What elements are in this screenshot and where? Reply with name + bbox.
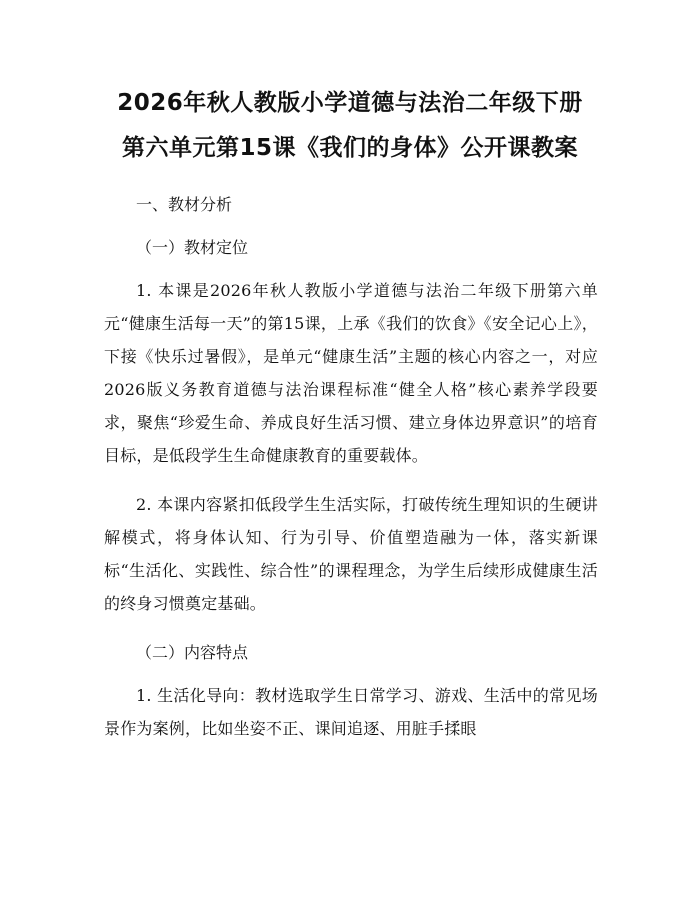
section-heading-1: 一、教材分析 (136, 195, 233, 214)
document-body (104, 188, 598, 745)
paragraph-2: 2. 本课内容紧扣低段学生生活实际，打破传统生理知识的生硬讲解模式，将身体认知、行为引导、价值塑造融为一体，落实新课标“生活化、实践性、综合性”的课程理念，为学生后续形成健康生活的终身习惯奠定基础。 (104, 495, 598, 613)
title-line-2: 第六单元第15课《我们的身体》公开课教案 (121, 135, 578, 161)
title-line-1: 2026年秋人教版小学道德与法治二年级下册 (117, 90, 583, 116)
subsection-heading-1: （一）教材定位 (136, 238, 249, 257)
paragraph-1: 1. 本课是2026年秋人教版小学道德与法治二年级下册第六单元“健康生活每一天”的第15课，上承《我们的饮食》《安全记心上》，下接《快乐过暑假》，是单元“健康生活”主题的核心内容之一，对应2026版义务教育道德与法治课程标准“健全人格”核心素养学段要求，聚焦“珍爱生命、养成良好生活习惯、建立身体边界意识”的培育目标，是低段学生生命健康教育的重要载体。 (104, 281, 598, 465)
subsection-heading-2: （二）内容特点 (136, 643, 249, 662)
paragraph-3: 1. 生活化导向：教材选取学生日常学习、游戏、生活中的常见场景作为案例，比如坐姿不正、课间追逐、用脏手揉眼 (104, 686, 598, 738)
